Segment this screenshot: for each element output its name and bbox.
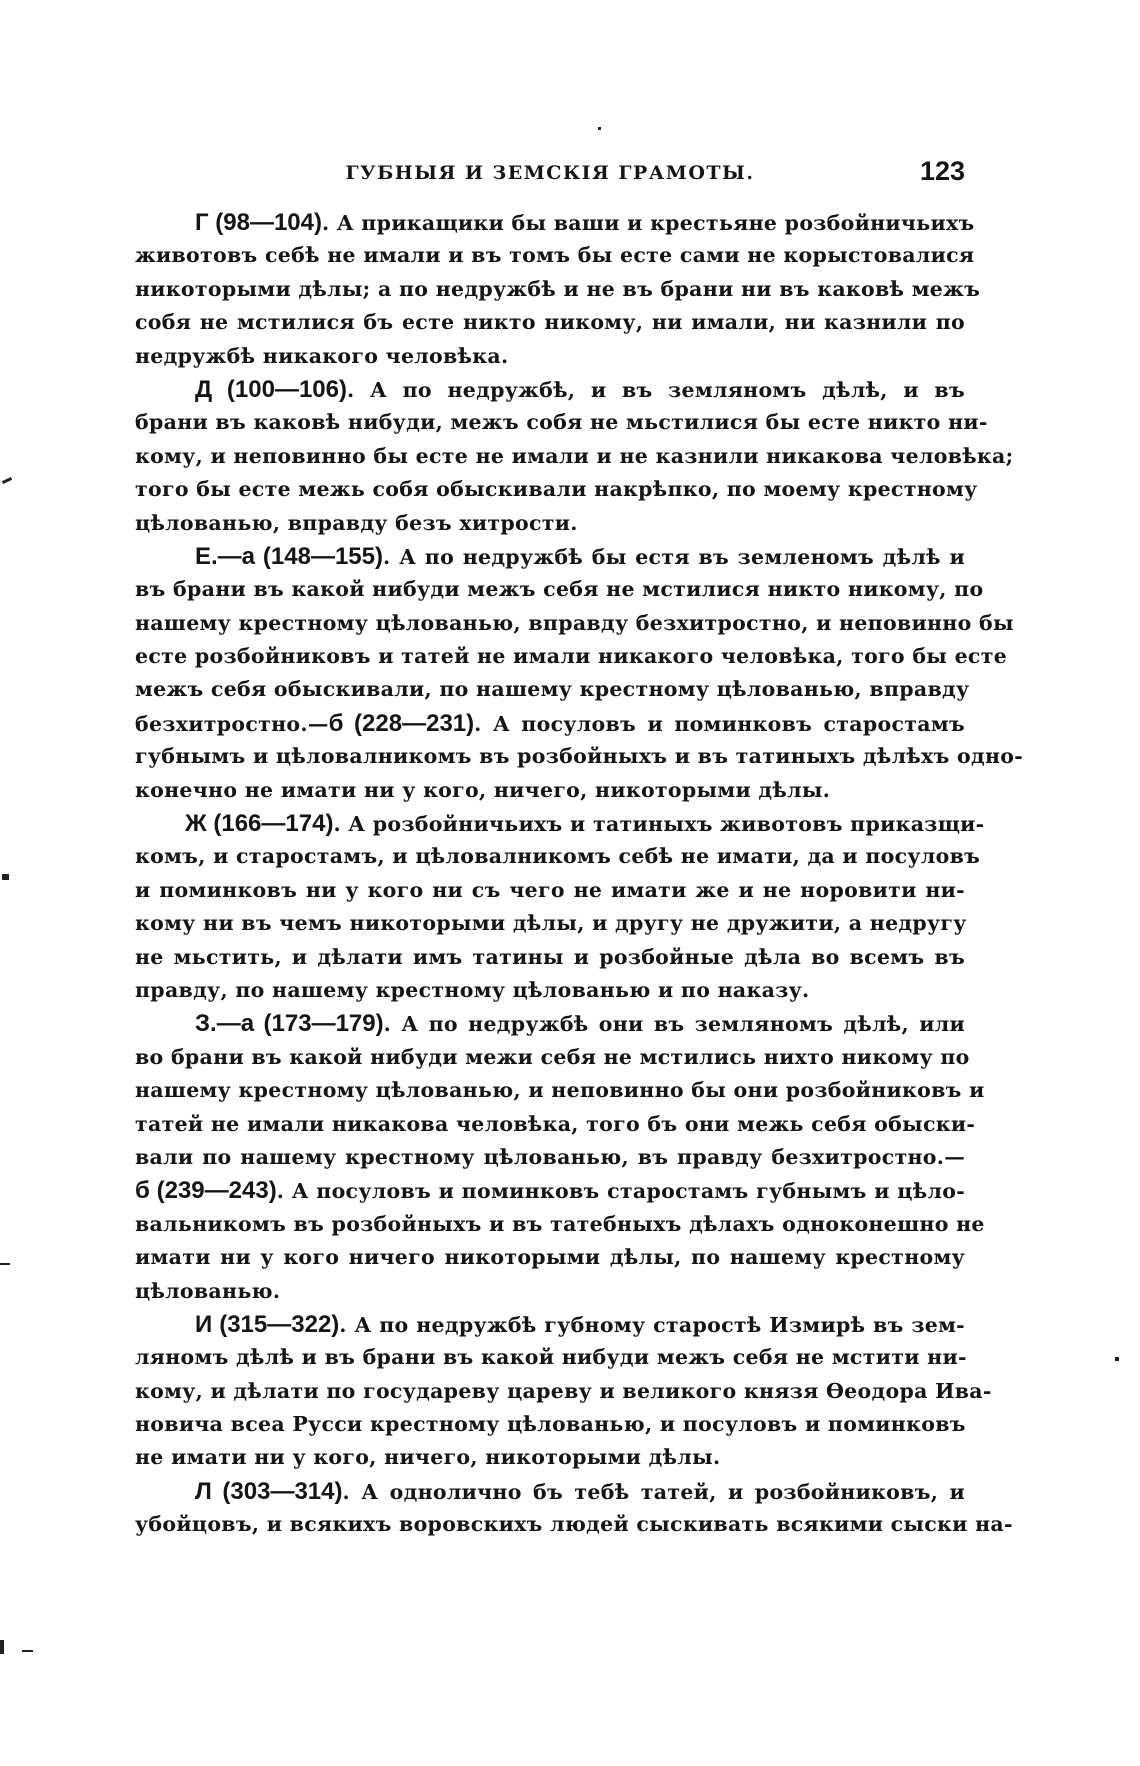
text-line: вали по нашему крестному цѣлованью, въ правду безхитростно.— xyxy=(135,1144,965,1169)
text-run: . А по недружбѣ они въ земляномъ дѣлѣ, или xyxy=(383,1012,965,1037)
text-line: конечно не имати ни у кого, ничего, никоторыми дѣлы. xyxy=(135,777,831,802)
running-title: ГУБНЫЯ И ЗЕМСКІЯ ГРАМОТЫ. xyxy=(345,162,755,184)
reference-label: Ж (166—174) xyxy=(185,810,334,838)
body-text xyxy=(135,206,1024,1542)
reference-label: Л (303—314) xyxy=(195,1477,343,1505)
text-line: брани въ каковѣ нибуди, межъ собя не мьстилися бы есте никто ни- xyxy=(135,410,988,435)
text-line xyxy=(135,1007,965,1040)
text-line: никоторыми дѣлы; а по недружбѣ и не въ брани ни въ каковѣ межъ xyxy=(135,276,981,301)
text-line: не мьстить, и дѣлати имъ татины и розбойные дѣла во всемъ въ xyxy=(135,944,965,969)
text-line: не имати ни у кого, ничего, никоторыми дѣлы. xyxy=(135,1445,721,1470)
text-line: вальникомъ въ розбойныхъ и въ татебныхъ дѣлахъ одноконешно не xyxy=(135,1211,985,1236)
text-line: животовъ себѣ не имали и въ томъ бы есте сами не корыстовалися xyxy=(135,243,975,268)
paragraph-d xyxy=(135,373,1014,540)
reference-label: б (239—243) xyxy=(135,1177,277,1205)
margin-mark xyxy=(2,477,12,484)
reference-label: И (315—322) xyxy=(195,1310,340,1338)
text-line: межъ себя обыскивали, по нашему крестному цѣлованью, вправду xyxy=(135,677,970,702)
text-line: губнымъ и цѣловалникомъ въ розбойныхъ и въ татиныхъ дѣлѣхъ одно- xyxy=(135,744,1024,769)
text-run: безхитростно.— xyxy=(135,711,329,736)
text-line xyxy=(135,707,965,740)
reference-label: Г (98—104) xyxy=(195,209,322,236)
text-line xyxy=(135,1475,965,1508)
text-line xyxy=(135,540,965,573)
text-run: . А по недружбѣ, и въ земляномъ дѣлѣ, и въ xyxy=(347,377,966,402)
page-number: 123 xyxy=(919,156,965,186)
reference-label: Д (100—106) xyxy=(195,375,347,403)
text-line: кому, и дѣлати по государеву цареву и великого князя Ѳеодора Ива- xyxy=(135,1378,992,1403)
text-line xyxy=(135,206,975,239)
text-line: нашему крестному цѣлованью, вправду безхитростно, и неповинно бы xyxy=(135,610,1014,635)
text-line xyxy=(135,1308,965,1341)
text-line: ляномъ дѣлѣ и въ брани въ какой нибуди межъ себя не мстити ни- xyxy=(135,1345,967,1370)
text-line: кому ни въ чемъ никоторыми дѣлы, и другу не дружити, а недругу xyxy=(135,911,967,936)
text-line: того бы есте межь собя обыскивали накрѣпко, по моему крестному xyxy=(135,477,978,502)
text-line xyxy=(135,807,985,840)
paragraph-i xyxy=(135,1308,992,1475)
text-line: новича всеа Русси крестному цѣлованью, и посуловъ и поминковъ xyxy=(135,1412,966,1437)
text-line: въ брани въ какой нибуди межъ себя не мстилися никто никому, по xyxy=(135,577,984,602)
page-header xyxy=(135,156,965,190)
margin-mark xyxy=(1115,1357,1119,1361)
text-run: . А посуловъ и поминковъ старостамъ xyxy=(474,711,965,736)
paragraph-z xyxy=(135,1007,985,1308)
text-line: комъ, и старостамъ, и цѣловалникомъ себѣ не имати, да и посуловъ xyxy=(135,844,981,869)
text-run: . А по недружбѣ бы естя въ земленомъ дѣлѣ и xyxy=(383,544,965,569)
text-line: имати ни у кого ничего никоторыми дѣлы, по нашему крестному xyxy=(135,1245,965,1270)
reference-label: Е.—а (148—155) xyxy=(195,542,383,570)
text-line: татей не имали никакова человѣка, того бъ они межь себя обыски- xyxy=(135,1111,976,1136)
text-line: цѣлованью. xyxy=(135,1278,281,1303)
paragraph-zh xyxy=(135,807,985,1007)
text-line: правду, по нашему крестному цѣлованью и по наказу. xyxy=(135,977,810,1002)
text-run: . А однолично бъ тебѣ татей, и розбойниковъ, и xyxy=(342,1479,966,1504)
text-run: . А посуловъ и поминковъ старостамъ губнымъ и цѣло- xyxy=(276,1179,966,1204)
margin-mark xyxy=(598,127,601,130)
text-line: и поминковъ ни у кого ни съ чего не имати же и не норовити ни- xyxy=(135,877,965,902)
text-line xyxy=(135,373,965,406)
text-line: собя не мстилися бъ есте никто никому, ни имали, ни казнили по xyxy=(135,310,965,335)
text-line: недружбѣ никакого человѣка. xyxy=(135,343,509,368)
text-run: . А прикащики бы ваши и крестьяне розбойничьихъ xyxy=(322,211,975,235)
margin-mark xyxy=(2,874,9,880)
margin-mark xyxy=(0,1640,4,1654)
text-line: нашему крестному цѣлованью, и неповинно бы они розбойниковъ и xyxy=(135,1078,985,1103)
paragraph-l xyxy=(135,1475,1013,1542)
text-line: кому, и неповинно бы есте не имали и не казнили никакова человѣка; xyxy=(135,443,1014,468)
text-run: . А по недружбѣ губному старостѣ Измирѣ въ зем- xyxy=(339,1312,965,1337)
reference-label: б (228—231) xyxy=(328,709,475,737)
margin-mark xyxy=(22,1650,33,1652)
text-line: есте розбойниковъ и татей не имали никакого человѣка, того бы есте xyxy=(135,644,1008,669)
text-run: . А розбойничьихъ и татиныхъ животовъ приказщи- xyxy=(333,812,985,837)
text-line: во брани въ какой нибуди межи себя не мстились нихто никому по xyxy=(135,1044,970,1069)
text-line: цѣлованью, вправду безъ хитрости. xyxy=(135,510,578,535)
paragraph-e xyxy=(135,540,1024,807)
text-line: убойцовъ, и всякихъ воровскихъ людей сыскивать всякими сыски на- xyxy=(135,1512,1013,1537)
text-line xyxy=(135,1174,965,1207)
reference-label: З.—а (173—179) xyxy=(195,1010,384,1038)
margin-mark xyxy=(0,1263,10,1265)
paragraph-g xyxy=(135,206,981,373)
